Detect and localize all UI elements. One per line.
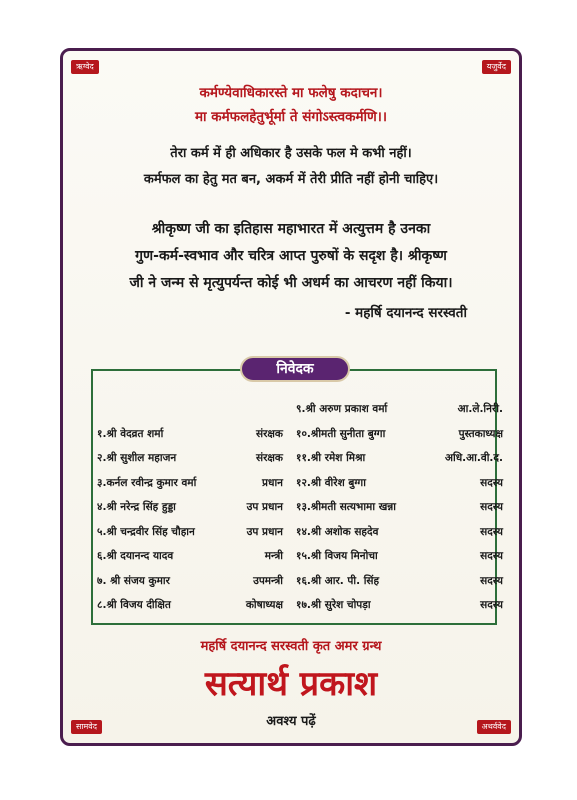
- member-name: ९.श्री अरुण प्रकाश वर्मा: [296, 403, 388, 415]
- members-heading: निवेदक: [240, 356, 350, 382]
- member-role: सदस्य: [480, 501, 503, 513]
- member-name: १५.श्री विजय मिनोचा: [296, 550, 378, 562]
- member-role: कोषाध्यक्ष: [245, 599, 283, 611]
- member-role: सदस्य: [480, 526, 503, 538]
- quote-author: - महर्षि दयानन्द सरस्वती: [344, 305, 467, 321]
- shloka-line-1: कर्मण्येवाधिकारस्ते मा फलेषु कदाचन।: [199, 85, 383, 101]
- member-role: अधि.आ.वी.द.: [444, 452, 503, 464]
- member-role: संरक्षक: [256, 428, 283, 440]
- member-role: सदस्य: [480, 477, 503, 489]
- quote-line-2: गुण-कर्म-स्वभाव और चरित्र आप्त पुरुषों के सदृश है। श्रीकृष्ण: [135, 248, 447, 264]
- meaning-line-2: कर्मफल का हेतु मत बन, अकर्म में तेरी प्रीति नहीं होनी चाहिए।: [143, 172, 439, 187]
- member-name: ४.श्री नरेन्द्र सिंह हुड्डा: [97, 501, 176, 513]
- member-name: १.श्री वेदव्रत शर्मा: [97, 428, 164, 440]
- member-role: पुस्तकाध्यक्ष: [458, 428, 503, 440]
- member-role: संरक्षक: [256, 452, 283, 464]
- member-name: १६.श्री आर. पी. सिंह: [296, 575, 380, 587]
- book-title: सत्यार्थ प्रकाश: [204, 664, 378, 704]
- corner-label-rigveda: ऋग्वेद: [71, 60, 99, 74]
- member-name: ७. श्री संजय कुमार: [97, 575, 170, 587]
- read-prompt: अवश्य पढ़ें: [266, 714, 316, 729]
- member-name: ५.श्री चन्द्रवीर सिंह चौहान: [97, 526, 195, 538]
- corner-label-yajurveda: यजुर्वेद: [482, 60, 511, 74]
- member-role: सदस्य: [480, 575, 503, 587]
- quote-line-3: जी ने जन्म से मृत्युपर्यन्त कोई भी अधर्म का आचरण नहीं किया।: [129, 275, 453, 291]
- member-name: १०.श्रीमती सुनीता बुग्गा: [296, 428, 386, 440]
- member-role: सदस्य: [480, 550, 503, 562]
- member-role: आ.ले.निरी.: [457, 403, 503, 415]
- member-role: सदस्य: [480, 599, 503, 611]
- member-name: १७.श्री सुरेश चोपड़ा: [296, 599, 371, 611]
- member-role: मन्त्री: [264, 550, 283, 562]
- member-name: ८.श्री विजय दीक्षित: [97, 599, 171, 611]
- member-name: १२.श्री वीरेश बुग्गा: [296, 477, 366, 489]
- member-name: १४.श्री अशोक सहदेव: [296, 526, 379, 538]
- member-name: ६.श्री दयानन्द यादव: [97, 550, 174, 562]
- leaflet-page: [60, 48, 522, 746]
- member-name: ३.कर्नल रवीन्द्र कुमार वर्मा: [97, 477, 197, 489]
- member-name: ११.श्री रमेश मिश्रा: [296, 452, 366, 464]
- shloka-line-2: मा कर्मफलहेतुर्भूर्मा ते संगोऽस्त्वकर्मणि।।: [194, 109, 388, 125]
- corner-label-atharvaveda: अथर्ववेद: [477, 720, 511, 734]
- member-role: उपमन्त्री: [253, 575, 283, 587]
- member-role: उप प्रधान: [246, 501, 283, 513]
- corner-label-samaveda: सामवेद: [71, 720, 102, 734]
- member-name: १३.श्रीमती सत्यभामा खन्ना: [296, 501, 396, 513]
- member-name: २.श्री सुशील महाजन: [97, 452, 177, 464]
- meaning-line-1: तेरा कर्म में ही अधिकार है उसके फल मे कभी नहीं।: [170, 146, 412, 161]
- member-role: उप प्रधान: [246, 526, 283, 538]
- member-role: प्रधान: [262, 477, 283, 489]
- quote-line-1: श्रीकृष्ण जी का इतिहास महाभारत में अत्युत्तम है उनका: [151, 221, 431, 237]
- book-author-line: महर्षि दयानन्द सरस्वती कृत अमर ग्रन्थ: [200, 639, 382, 654]
